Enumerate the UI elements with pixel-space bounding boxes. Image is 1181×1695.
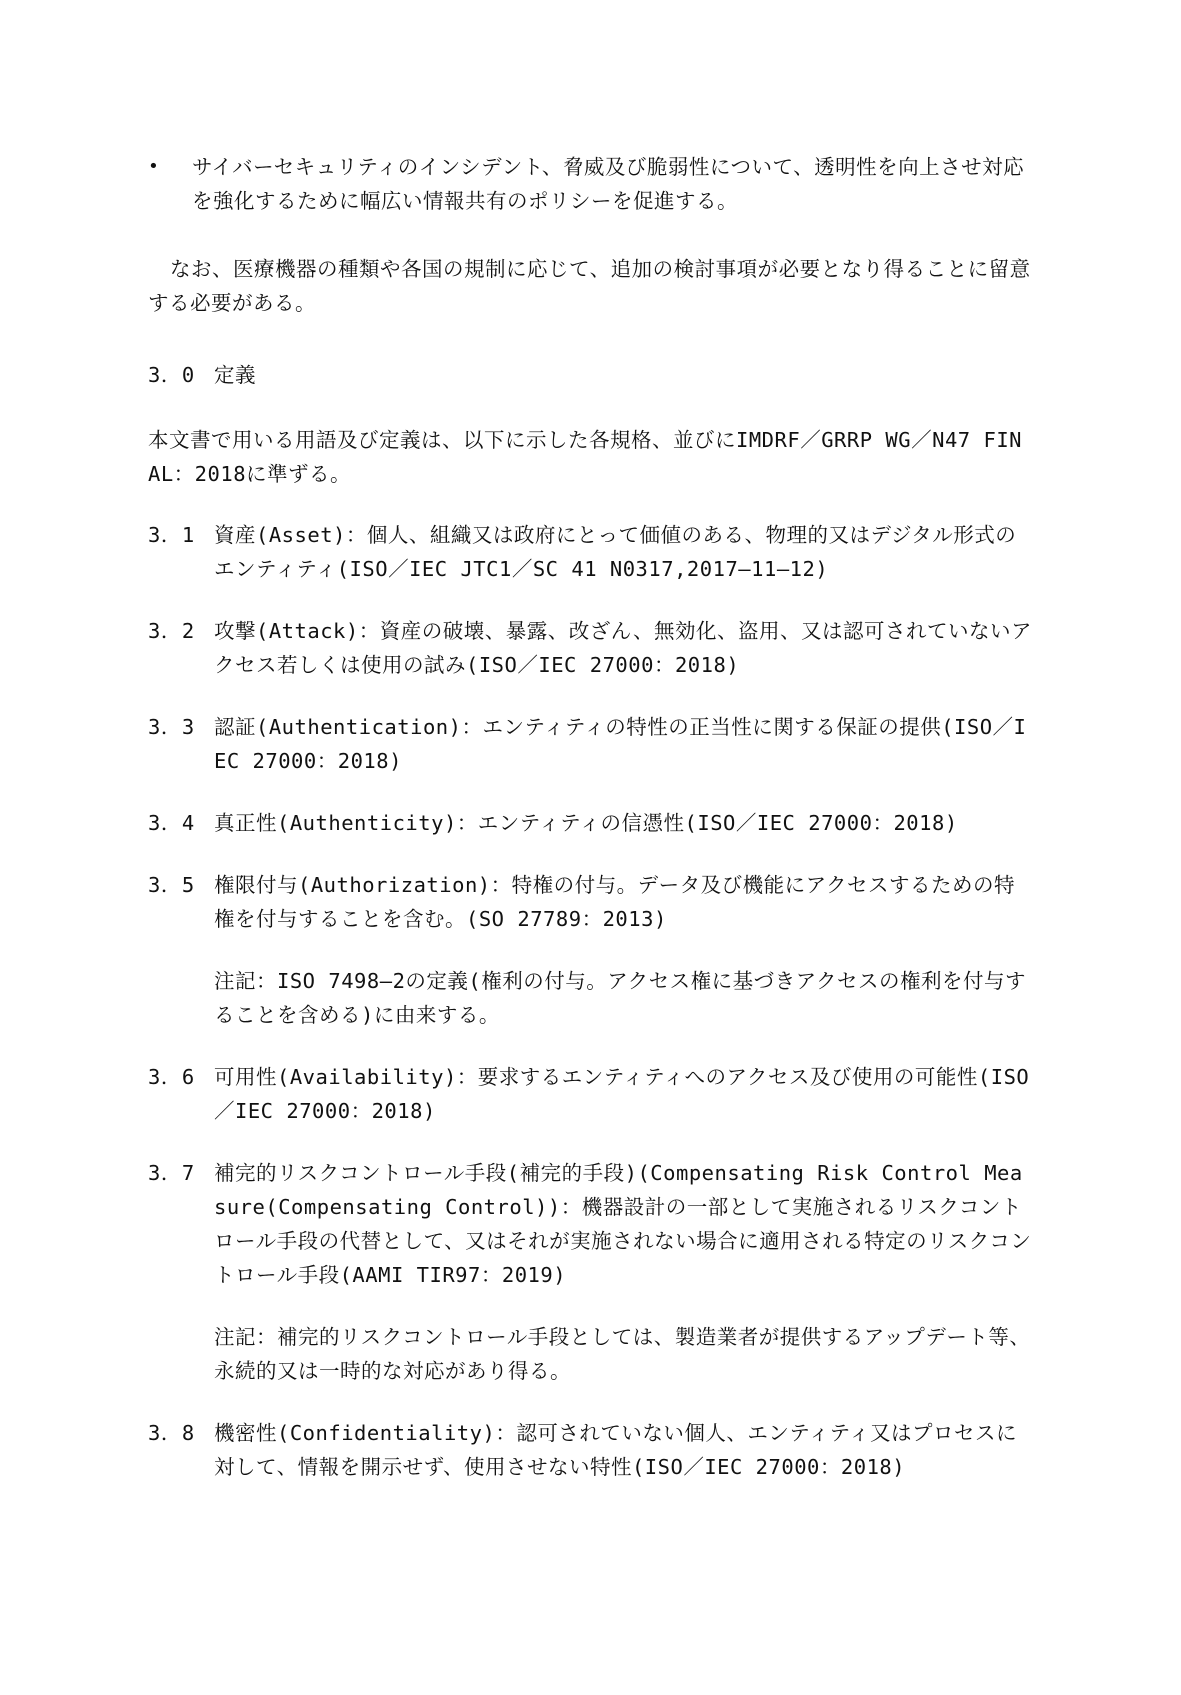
- definition-3-4: [148, 806, 1032, 840]
- section-title: 定義: [214, 363, 256, 387]
- bullet-text: サイバーセキュリティのインシデント、脅威及び脆弱性について、透明性を向上させ対応を強化するために幅広い情報共有のポリシーを促進する。: [192, 155, 1025, 213]
- definition-text: 攻撃(Attack)：資産の破壊、暴露、改ざん、無効化、盗用、又は認可されていないアクセス若しくは使用の試み(ISO／IEC 27000：2018): [214, 619, 1032, 677]
- definition-text: 可用性(Availability)：要求するエンティティへのアクセス及び使用の可能性(ISO／IEC 27000：2018): [214, 1065, 1030, 1123]
- definition-text: 権限付与(Authorization)：特権の付与。データ及び機能にアクセスするための特権を付与することを含む。(SO 27789：2013): [214, 873, 1016, 931]
- note-paragraph: [148, 252, 1032, 320]
- definition-number: 3．4: [148, 811, 195, 835]
- definition-note: 注記：ISO 7498―2の定義(権利の付与。アクセス権に基づきアクセスの権利を付与することを含める)に由来する。: [214, 969, 1027, 1027]
- definition-3-8: [148, 1416, 1032, 1484]
- definition-number: 3．7: [148, 1161, 195, 1185]
- definition-text: 補完的リスクコントロール手段(補完的手段)(Compensating Risk Control Measure(Compensating Control))：機器設計の一部として実施されるリスクコントロール手段の代替として、又はそれが実施されない場合に適用される特定のリスクコントロール手段(AAMI TIR97：2019): [214, 1161, 1032, 1287]
- definition-3-3: [148, 710, 1032, 778]
- definition-3-7-note: [148, 1320, 1032, 1388]
- definition-text: 資産(Asset)：個人、組織又は政府にとって価値のある、物理的又はデジタル形式のエンティティ(ISO／IEC JTC1／SC 41 N0317,2017―11―12): [214, 523, 1017, 581]
- definition-3-5-note: [148, 964, 1032, 1032]
- definition-3-6: [148, 1060, 1032, 1128]
- definition-text: 機密性(Confidentiality)：認可されていない個人、エンティティ又はプロセスに対して、情報を開示せず、使用させない特性(ISO／IEC 27000：2018): [214, 1421, 1018, 1479]
- definition-3-7: [148, 1156, 1032, 1292]
- section-heading: [148, 358, 1032, 392]
- definition-number: 3．2: [148, 619, 195, 643]
- definition-number: 3．8: [148, 1421, 195, 1445]
- section-number: 3．0: [148, 363, 195, 387]
- definition-number: 3．3: [148, 715, 195, 739]
- note-paragraph-text: なお、医療機器の種類や各国の規制に応じて、追加の検討事項が必要となり得ることに留意する必要がある。: [148, 257, 1031, 315]
- definition-number: 3．5: [148, 873, 195, 897]
- definition-3-2: [148, 614, 1032, 682]
- definition-text: 真正性(Authenticity)：エンティティの信憑性(ISO／IEC 27000：2018): [214, 811, 958, 835]
- definition-text: 認証(Authentication)：エンティティの特性の正当性に関する保証の提供(ISO／IEC 27000：2018): [214, 715, 1027, 773]
- definition-3-1: [148, 518, 1032, 586]
- bullet-item: [148, 150, 1032, 218]
- bullet-marker: •: [148, 156, 160, 177]
- definition-number: 3．6: [148, 1065, 195, 1089]
- definition-number: 3．1: [148, 523, 195, 547]
- definition-note: 注記：補完的リスクコントロール手段としては、製造業者が提供するアップデート等、永続的又は一時的な対応があり得る。: [214, 1325, 1031, 1383]
- definition-3-5: [148, 868, 1032, 936]
- intro-paragraph: [148, 423, 1032, 491]
- intro-text: 本文書で用いる用語及び定義は、以下に示した各規格、並びにIMDRF／GRRP WG／N47 FINAL：2018に準ずる。: [148, 428, 1022, 486]
